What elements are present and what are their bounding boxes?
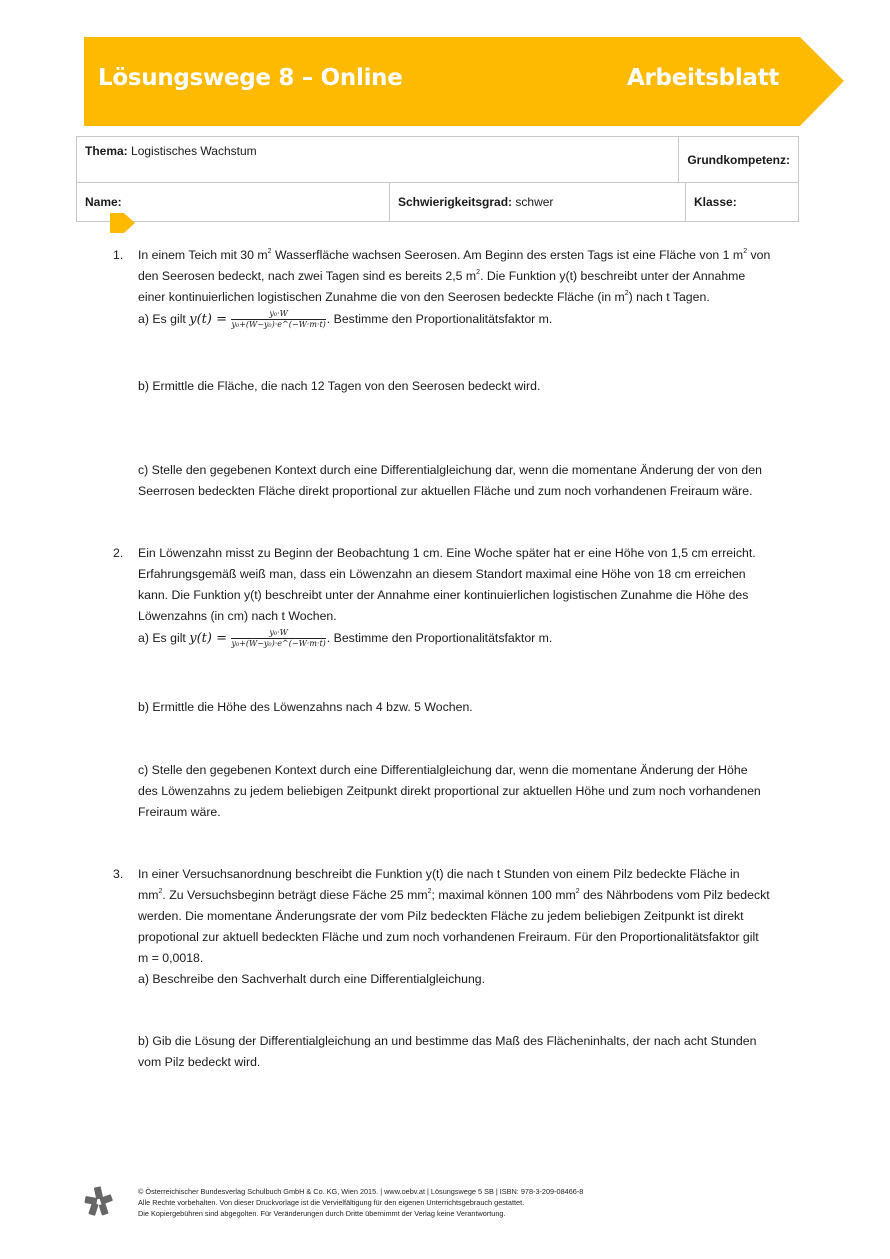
task-2c-line-3: Freiraum wäre. <box>138 805 221 819</box>
task-1b: b) Ermittle die Fläche, die nach 12 Tagen von den Seerosen bedeckt wird. <box>138 379 541 393</box>
task-1-intro-line-2: den Seerosen bedeckt, nach zwei Tagen sind es bereits 2,5 $m^2$. Die Funktion y(t) beschreibt unter der Annahme <box>138 268 746 283</box>
formula-lhs: y(t) = <box>189 312 228 327</box>
thema-label: Thema: <box>85 144 128 158</box>
thema-value: Logistisches Wachstum <box>131 144 257 158</box>
task-1a <box>138 309 808 330</box>
task-3-intro-line-2: $mm^2$. Zu Versuchsbeginn beträgt diese Fäche 25 $mm^2$; maximal können 100 $mm^2$ des Nährbodens vom Pilz bedeckt <box>138 887 770 902</box>
schwierigkeit-value: schwer <box>515 195 554 209</box>
task-3-number: 3. <box>113 867 124 881</box>
name-label: Name: <box>85 195 122 209</box>
footer <box>138 1186 583 1219</box>
footer-line-1: © Österreichischer Bundesverlag Schulbuch GmbH & Co. KG, Wien 2015. | www.oebv.at | Lösungswege 5 SB | ISBN: 978-3-209-08466-8 <box>138 1187 584 1196</box>
formula-denominator: y₀+(W−y₀)·e^(−W·m·t) <box>231 320 326 330</box>
task-2-intro-line-3: kann. Die Funktion y(t) beschreibt unter der Annahme einer kontinuierlichen logistischen Zunahme die Höhe des <box>138 588 749 602</box>
banner-title: Lösungswege 8 – Online <box>98 65 403 91</box>
footer-line-2: Alle Rechte vorbehalten. Von dieser Druckvorlage ist die Vervielfältigung für den eigenen Unterrichtsgebrauch gestattet. <box>138 1198 525 1207</box>
task-3-intro-line-1: In einer Versuchsanordnung beschreibt die Funktion y(t) die nach t Stunden von einem Pilz bedeckte Fläche in <box>138 867 740 881</box>
task-2-intro-line-1: Ein Löwenzahn misst zu Beginn der Beobachtung 1 cm. Eine Woche später hat er eine Höhe von 1,5 cm erreicht. <box>138 546 756 560</box>
formula-fraction <box>231 310 325 329</box>
task-1c-line-1: c) Stelle den gegebenen Kontext durch eine Differentialgleichung dar, wenn die momentane Änderung der von den <box>138 463 762 477</box>
schwierigkeit-label: Schwierigkeitsgrad: <box>398 195 513 209</box>
task-3a: a) Beschreibe den Sachverhalt durch eine Differentialgleichung. <box>138 972 486 986</box>
task-1-number: 1. <box>113 248 124 262</box>
formula-numerator: y₀·W <box>231 629 325 639</box>
task-1c-line-2: Seerrosen bedeckten Fläche direkt proportional zur aktuellen Fläche und zum noch vorhandenen Freiraum wäre. <box>138 484 753 498</box>
task-1-intro-line-1: In einem Teich mit 30 $m^2$ Wasserfläche wachsen Seerosen. Am Beginn des ersten Tags ist eine Fläche von 1 $m^2$ von <box>138 247 771 262</box>
grundkompetenz-label: Grundkompetenz: <box>687 152 790 167</box>
task-2b: b) Ermittle die Höhe des Löwenzahns nach 4 bzw. 5 Wochen. <box>138 700 473 714</box>
task-3-intro-line-3: werden. Die momentane Änderungsrate der vom Pilz bedeckten Fläche zu jedem beliebigen Zeitpunkt ist direkt <box>138 909 744 923</box>
formula-lhs: y(t) = <box>189 631 228 646</box>
task-1-intro-line-3: einer kontinuierlichen logistischen Zunahme die von den Seerosen bedeckte Fläche (in $m^2$) nach t Tagen. <box>138 289 710 304</box>
task-2-intro-line-2: Erfahrungsgemäß weiß man, dass ein Löwenzahn an diesem Standort maximal eine Höhe von 18 cm erreichen <box>138 567 746 581</box>
task-2a <box>138 628 808 649</box>
task-2c-line-2: des Löwenzahns zu jedem beliebigen Zeitpunkt direkt proportional zur aktuellen Höhe und zum noch vorhandenen <box>138 784 761 798</box>
footer-line-3: Die Kopiergebühren sind abgegolten. Für Veränderungen durch Dritte übernimmt der Verlag keine Verantwortung. <box>138 1209 506 1218</box>
banner-doc-type: Arbeitsblatt <box>627 65 780 91</box>
klasse-label: Klasse: <box>694 195 737 209</box>
task-2c-line-1: c) Stelle den gegebenen Kontext durch eine Differentialgleichung dar, wenn die momentane Änderung der Höhe <box>138 763 748 777</box>
publisher-logo-icon <box>84 1186 114 1216</box>
formula-numerator: y₀·W <box>231 310 325 320</box>
task-3-intro-line-5: m = 0,0018. <box>138 951 204 965</box>
task-1a-prefix: a) Es gilt <box>138 312 186 326</box>
task-3b-line-2: vom Pilz bedeckt wird. <box>138 1055 261 1069</box>
task-3-intro-line-4: propotional zur aktuell bedeckten Fläche und zum noch vorhandenen Freiraum. Für den Proportionalitätsfaktor gilt <box>138 930 759 944</box>
task-2-intro-line-4: Löwenzahns (in cm) nach t Wochen. <box>138 609 337 623</box>
task-2-number: 2. <box>113 546 124 560</box>
formula-fraction <box>231 629 325 648</box>
task-3b-line-1: b) Gib die Lösung der Differentialgleichung an und bestimme das Maß des Flächeninhalts, der nach acht Stunden <box>138 1034 757 1048</box>
task-2a-suffix: . Bestimme den Proportionalitätsfaktor m. <box>326 631 553 645</box>
task-2a-prefix: a) Es gilt <box>138 631 186 645</box>
task-1a-suffix: . Bestimme den Proportionalitätsfaktor m. <box>326 312 553 326</box>
formula-denominator: y₀+(W−y₀)·e^(−W·m·t) <box>231 639 326 649</box>
